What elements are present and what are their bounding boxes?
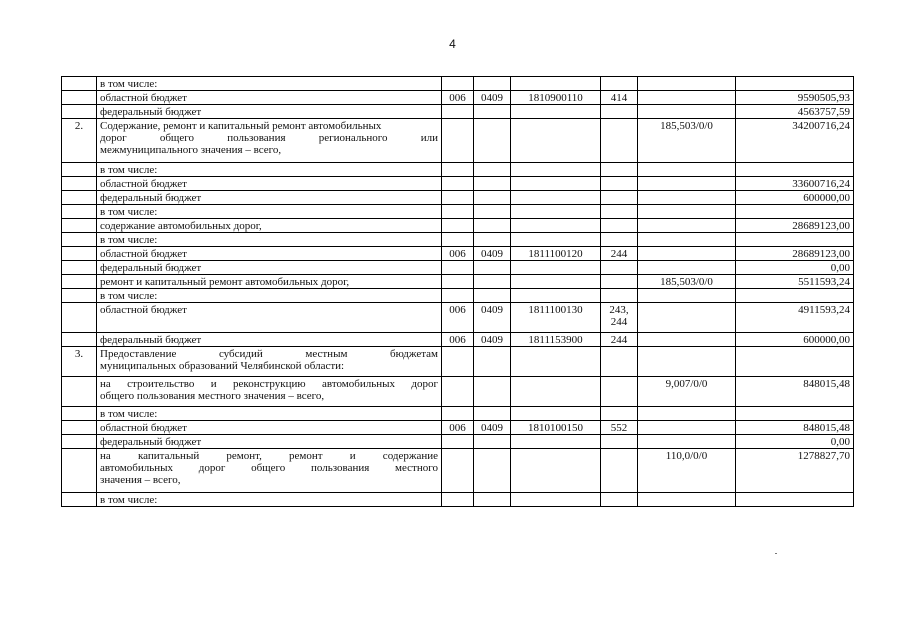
table-row: [62, 421, 854, 435]
table-row: [62, 205, 854, 219]
table-row: [62, 275, 854, 289]
budget-table: [61, 76, 854, 507]
amount: 0,00: [736, 261, 854, 275]
description-line: общего пользования местного значения – всего,: [100, 390, 325, 402]
section-code: 0409: [474, 303, 511, 333]
measure: 185,503/0/0: [638, 119, 736, 163]
amount: 0,00: [736, 435, 854, 449]
table-row: [62, 303, 854, 333]
description-line: значения – всего,: [100, 474, 181, 486]
table-row: [62, 219, 854, 233]
row-description: в том числе:: [97, 77, 442, 91]
ministry-code: 006: [442, 91, 474, 105]
expense-type-line: 244: [610, 316, 628, 328]
amount: 600000,00: [736, 191, 854, 205]
table-row: [62, 407, 854, 421]
table-row: [62, 333, 854, 347]
amount: 600000,00: [736, 333, 854, 347]
ministry-code: 006: [442, 421, 474, 435]
table-row: [62, 289, 854, 303]
table-row: [62, 493, 854, 507]
amount: 4563757,59: [736, 105, 854, 119]
ministry-code: 006: [442, 303, 474, 333]
table-row: [62, 91, 854, 105]
row-description: [97, 347, 442, 377]
description-line: автомобильных дорог общего пользования местного: [100, 462, 438, 474]
amount: 9590505,93: [736, 91, 854, 105]
measure: 185,503/0/0: [638, 275, 736, 289]
table-row: [62, 233, 854, 247]
row-description: содержание автомобильных дорог,: [97, 219, 442, 233]
scan-speck: [775, 553, 777, 554]
row-description: федеральный бюджет: [97, 191, 442, 205]
section-code: 0409: [474, 421, 511, 435]
row-description: в том числе:: [97, 205, 442, 219]
row-description: федеральный бюджет: [97, 261, 442, 275]
row-description: областной бюджет: [97, 91, 442, 105]
description-line: Содержание, ремонт и капитальный ремонт автомобильных: [100, 120, 382, 132]
row-number: 2.: [62, 119, 97, 163]
table-row: [62, 163, 854, 177]
row-description: федеральный бюджет: [97, 435, 442, 449]
amount: 28689123,00: [736, 219, 854, 233]
amount: 5511593,24: [736, 275, 854, 289]
section-code: 0409: [474, 247, 511, 261]
expense-type-code: [601, 303, 638, 333]
table-row: [62, 177, 854, 191]
expense-type-line: 243,: [609, 304, 629, 316]
section-code: 0409: [474, 333, 511, 347]
row-description: [97, 119, 442, 163]
amount: 33600716,24: [736, 177, 854, 191]
expense-type-code: 244: [601, 333, 638, 347]
target-article-code: 1811153900: [511, 333, 601, 347]
ministry-code: 006: [442, 247, 474, 261]
table-row: [62, 261, 854, 275]
expense-type-code: 552: [601, 421, 638, 435]
description-line: на строительство и реконструкцию автомобильных дорог: [100, 378, 438, 390]
row-description: областной бюджет: [97, 177, 442, 191]
target-article-code: 1811100120: [511, 247, 601, 261]
table-row: [62, 77, 854, 91]
measure: 9,007/0/0: [638, 377, 736, 407]
row-description: в том числе:: [97, 233, 442, 247]
row-description: федеральный бюджет: [97, 105, 442, 119]
target-article-code: 1810900110: [511, 91, 601, 105]
table-row: [62, 105, 854, 119]
expense-type-code: 244: [601, 247, 638, 261]
description-line: дорог общего пользования регионального или: [100, 132, 438, 144]
measure: 110,0/0/0: [638, 449, 736, 493]
row-description: [97, 377, 442, 407]
table-row: [62, 347, 854, 377]
amount: 28689123,00: [736, 247, 854, 261]
amount: 4911593,24: [736, 303, 854, 333]
table-row: [62, 191, 854, 205]
table-row: [62, 119, 854, 163]
table-row: [62, 435, 854, 449]
amount: 848015,48: [736, 377, 854, 407]
amount: 34200716,24: [736, 119, 854, 163]
description-line: муниципальных образований Челябинской области:: [100, 360, 345, 372]
table-row: [62, 377, 854, 407]
row-description: в том числе:: [97, 493, 442, 507]
row-description: областной бюджет: [97, 303, 442, 333]
description-line: межмуниципального значения – всего,: [100, 144, 282, 156]
row-description: ремонт и капитальный ремонт автомобильных дорог,: [97, 275, 442, 289]
row-description: областной бюджет: [97, 247, 442, 261]
row-description: областной бюджет: [97, 421, 442, 435]
expense-type-code: 414: [601, 91, 638, 105]
table-row: [62, 449, 854, 493]
ministry-code: 006: [442, 333, 474, 347]
description-line: на капитальный ремонт, ремонт и содержание: [100, 450, 438, 462]
row-description: в том числе:: [97, 289, 442, 303]
row-description: федеральный бюджет: [97, 333, 442, 347]
target-article-code: 1810100150: [511, 421, 601, 435]
description-line: Предоставление субсидий местным бюджетам: [100, 348, 438, 360]
row-description: в том числе:: [97, 407, 442, 421]
page-number: 4: [449, 37, 456, 51]
table-row: [62, 247, 854, 261]
target-article-code: 1811100130: [511, 303, 601, 333]
amount: 848015,48: [736, 421, 854, 435]
row-description: в том числе:: [97, 163, 442, 177]
section-code: 0409: [474, 91, 511, 105]
amount: 1278827,70: [736, 449, 854, 493]
row-description: [97, 449, 442, 493]
row-number: 3.: [62, 347, 97, 377]
